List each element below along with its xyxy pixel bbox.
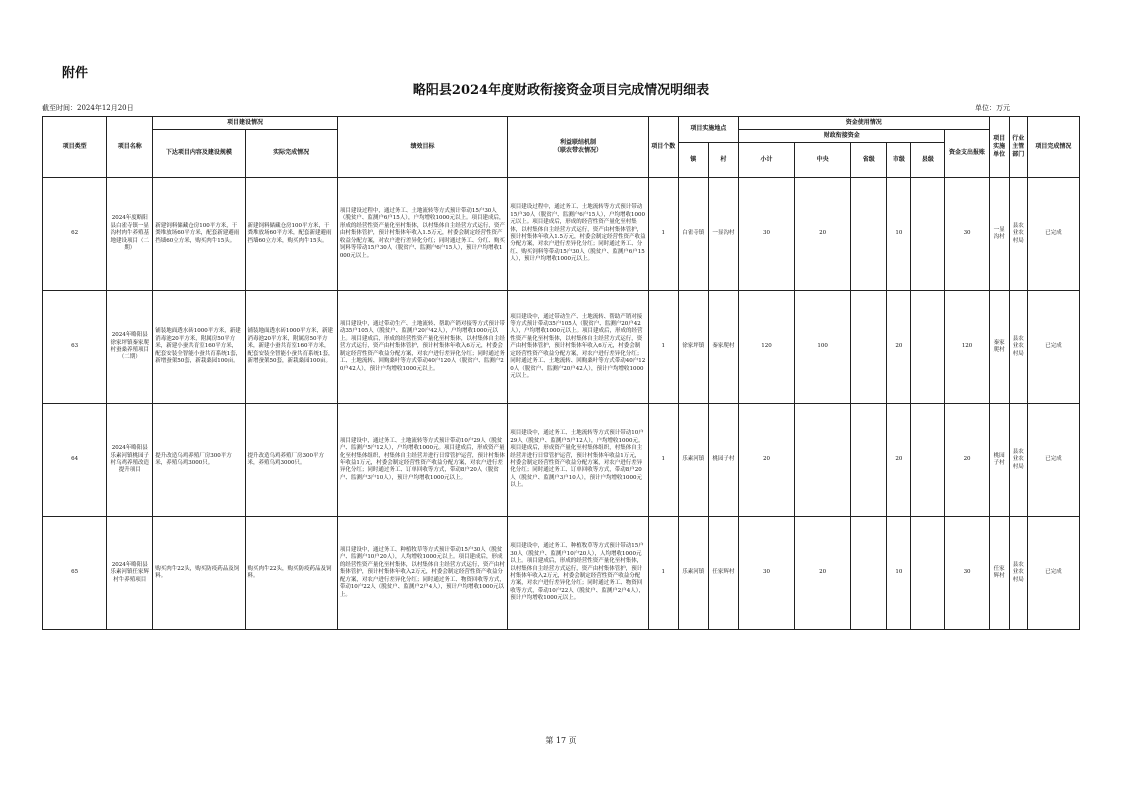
cell-planned: 提升改造乌鸡养殖厂房300平方米，养殖乌鸡3000只。 [153,404,245,517]
cell-status: 已完成 [1027,178,1079,291]
cell-goal: 项目建设中，通过带动生产、土地流转、帮助产销对接等方式预计带动35户105人（脱贫户、监测户20户42人），户均增收1000元以上。项目建成后，形成的经营性资产量化至村集体，以村集体自主经营方式运行，资产由村集体管护，预计村集体年收入6万元，村委会制定经营性资产收益分配方案，对农户进行差异化分红；同时通过务工、土地流转、回购桑叶等方式带动40户120人（脱贫户、监测户20户42人），预计户均增收1000元以上。 [337,291,507,404]
col-type: 项目类型 [43,117,107,178]
col-province: 省级 [851,143,887,178]
cell-count: 1 [648,291,678,404]
cell-county [911,517,945,630]
table-row [43,404,1080,517]
page-number: 第 17 页 [545,736,577,745]
cell-goal: 项目建设过程中，通过务工、土地流转等方式预计带动15户30人（脱贫户、监测户6户15人），户均增收1000元以上。项目建成后，形成的经营性资产量化至村集体，以村集体自主经营方式运行，资产由村集体管护，预计村集体年收入1.5万元，村委会制定经营性资产收益分配方案，对农户进行差异化分红；同时通过务工、分红、购买饲料等带动15户30人（脱贫户、监测户6户15人），预计户均增收1000元以上。 [337,178,507,291]
col-dept: 行业主管部门 [1009,117,1027,178]
col-fiscal: 财政衔接资金 [738,130,945,143]
cell-name: 2024年度略阳县白雀寺镇一显沟村肉牛养殖基地建设项目（二期） [107,178,153,291]
col-village: 村 [708,143,738,178]
cell-province [851,178,887,291]
table-row [43,178,1080,291]
cell-name: 2024年略阳县乐素河镇桃园子村乌鸡养殖改造提升项目 [107,404,153,517]
cell-central: 100 [795,291,851,404]
cell-town: 乐素河镇 [678,404,708,517]
cell-spent: 120 [945,291,989,404]
table-row [43,517,1080,630]
cell-name: 2024年略阳县乐素河镇任家辉村牛养殖项目 [107,517,153,630]
cell-status: 已完成 [1027,517,1079,630]
cell-goal: 项目建设中，通过务工、土地流转等方式预计带动10户29人（脱贫户、监测户5户12人），户均增收1000元。项目建成后，形成资产量化至村集体组织，村集体自主经营并进行日常管护运营，预计村集体年收益1万元，村委会制定经营性资产收益分配方案，对农户进行差异化分红；同时通过务工、订单回收等方式，带动8户20人（脱贫户、监测户3户10人），预计户均增收1000元以上。 [337,404,507,517]
cell-province [851,517,887,630]
cell-spent: 30 [945,517,989,630]
project-table [42,116,1080,630]
cell-actual: 提升改造乌鸡养殖厂房300平方米，养殖乌鸡3000只。 [245,404,337,517]
col-name: 项目名称 [107,117,153,178]
cell-city: 10 [887,178,911,291]
cell-planned: 铺装地面透水砖1000平方米，新建消毒池20平方米，附属房50平方米，新建小蚕共育室160平方米，配套安装全智能小蚕共育系统1套，新增蚕架50套，新栽桑园100亩。 [153,291,245,404]
cell-count: 1 [648,404,678,517]
col-county: 县级 [911,143,945,178]
cell-city: 20 [887,291,911,404]
cell-count: 1 [648,517,678,630]
cell-dept: 县农业农村局 [1009,291,1027,404]
col-city: 市级 [887,143,911,178]
cell-benefit: 项目建设中，通过务工、土地流转等方式预计带动10户29人（脱贫户、监测户5户12人），户均增收1000元。项目建成后，形成资产量化至村集体组织，村集体自主经营并进行日常管护运营，预计村集体年收益1万元，村委会制定经营性资产收益分配方案，对农户进行差异化分红；同时通过务工、订单回收等方式，带动8户20人（脱贫户、监测户3户10人），预计户均增收1000元以上。 [508,404,648,517]
col-count: 项目个数 [648,117,678,178]
col-central: 中央 [795,143,851,178]
col-subtotal: 小计 [738,143,794,178]
cell-planned: 购买肉牛22头，购买防疫药品及饲料。 [153,517,245,630]
cell-benefit: 项目建设过程中，通过务工、土地流转等方式预计带动15户30人（脱贫户、监测户6户15人），户均增收1000元以上。项目建成后，形成的经营性资产量化至村集体，以村集体自主经营方式运行，资产由村集体管护，预计村集体年收入1.5万元，村委会制定经营性资产收益分配方案，对农户进行差异化分红；同时通过务工、分红、购买饲料等带动15户30人（脱贫户、监测户6户15人），预计户均增收1000元以上。 [508,178,648,291]
table-row [43,291,1080,404]
cell-no: 64 [43,404,107,517]
col-benefit: 利益联结机制 （联农带农情况） [508,117,648,178]
cell-benefit: 项目建设中，通过带动生产、土地流转、帮助产销对接等方式预计带动35户105人（脱贫户、监测户20户42人），户均增收1000元以上。项目建成后，形成的经营性资产量化至村集体，以村集体自主经营方式运行，资产由村集体管护，预计村集体年收入6万元，村委会制定经营性资产收益分配方案，对农户进行差异化分红；同时通过务工、土地流转、回购桑叶等方式带动40户120人（脱贫户、监测户20户42人），预计户均增收1000元以上。 [508,291,648,404]
col-funds: 资金使用情况 [738,117,989,130]
cell-town: 徐家坪镇 [678,291,708,404]
page-title: 略阳县2024年度财政衔接资金项目完成情况明细表 [412,83,710,98]
cell-impl-unit: 一显沟村 [989,178,1009,291]
cell-dept: 县农业农村局 [1009,404,1027,517]
cell-subtotal: 30 [738,517,794,630]
cell-actual: 铺装地面透水砖1000平方米，新建消毒池20平方米，附属房50平方米，新建小蚕共育室160平方米，配套安装全智能小蚕共育系统1套，新增蚕架50套，新栽桑园100亩。 [245,291,337,404]
col-construction: 项目建设情况 [153,117,338,130]
cell-benefit: 项目建设中，通过务工、种植牧草等方式预计带动15户30人（脱贫户、监测户10户20人），人均增收1000元以上。项目建成后，形成的经营性资产量化至村集体，以村集体自主经营方式运行，资产由村集体管护，预计村集体年收入2万元，村委会制定经营性资产收益分配方案，对农户进行差异化分红；同时通过务工、物资回收等方式，带动10户22人（脱贫户、监测户2户4人），预计户均增收1000元以上。 [508,517,648,630]
cell-spent: 20 [945,404,989,517]
cell-actual: 购买肉牛22头，购买防疫药品及饲料。 [245,517,337,630]
cell-impl-unit: 秦家爬村 [989,291,1009,404]
col-goal: 绩效目标 [337,117,507,178]
cell-city: 10 [887,517,911,630]
cell-subtotal: 30 [738,178,794,291]
cell-central: 20 [795,178,851,291]
cell-no: 63 [43,291,107,404]
cell-impl-unit: 桃园子村 [989,404,1009,517]
cell-count: 1 [648,178,678,291]
col-planned: 下达项目内容及建设规模 [153,130,245,178]
cell-name: 2024年略阳县徐家坪镇秦家爬村蚕桑养殖项目（二期） [107,291,153,404]
col-location: 项目实施地点 [678,117,738,143]
cell-impl-unit: 任家辉村 [989,517,1009,630]
col-town: 镇 [678,143,708,178]
col-impl-unit: 项目实施单位 [989,117,1009,178]
cell-town: 乐素河镇 [678,517,708,630]
cell-no: 65 [43,517,107,630]
cell-planned: 新建饲料储藏仓房100平方米，干粪堆放场60平方米，配套新建避雨挡墙60立方米，购买肉牛15头。 [153,178,245,291]
cell-county [911,291,945,404]
cell-city: 20 [887,404,911,517]
cell-spent: 30 [945,178,989,291]
cell-actual: 新建饲料储藏仓房100平方米，干粪堆放场60平方米，配套新建避雨挡墙60立方米，购买肉牛15头。 [245,178,337,291]
cell-goal: 项目建设中，通过务工、种植牧草等方式预计带动15户30人（脱贫户、监测户10户20人），人均增收1000元以上。项目建成后，形成的经营性资产量化至村集体，以村集体自主经营方式运行，资产由村集体管护，预计村集体年收入2万元，村委会制定经营性资产收益分配方案，对农户进行差异化分红；同时通过务工、物资回收等方式，带动10户22人（脱贫户、监测户2户4人），预计户均增收1000元以上。 [337,517,507,630]
cell-dept: 县农业农村局 [1009,178,1027,291]
cell-county [911,404,945,517]
cell-subtotal: 120 [738,291,794,404]
unit-label: 单位：万元 [975,104,1010,112]
cell-central: 20 [795,517,851,630]
cell-town: 白雀寺镇 [678,178,708,291]
cell-no: 62 [43,178,107,291]
cell-village: 一显沟村 [708,178,738,291]
cell-province [851,291,887,404]
col-spent: 资金支出报账 [945,130,989,178]
as-of-date: 截至时间：2024年12月20日 [42,104,134,112]
cell-village: 桃园子村 [708,404,738,517]
cell-village: 秦家爬村 [708,291,738,404]
cell-dept: 县农业农村局 [1009,517,1027,630]
cell-subtotal: 20 [738,404,794,517]
cell-status: 已完成 [1027,404,1079,517]
cell-central [795,404,851,517]
cell-province [851,404,887,517]
col-actual: 实际完成情况 [245,130,337,178]
attachment-label: 附件 [62,66,89,81]
col-status: 项目完成情况 [1027,117,1079,178]
cell-county [911,178,945,291]
cell-status: 已完成 [1027,291,1079,404]
cell-village: 任家辉村 [708,517,738,630]
